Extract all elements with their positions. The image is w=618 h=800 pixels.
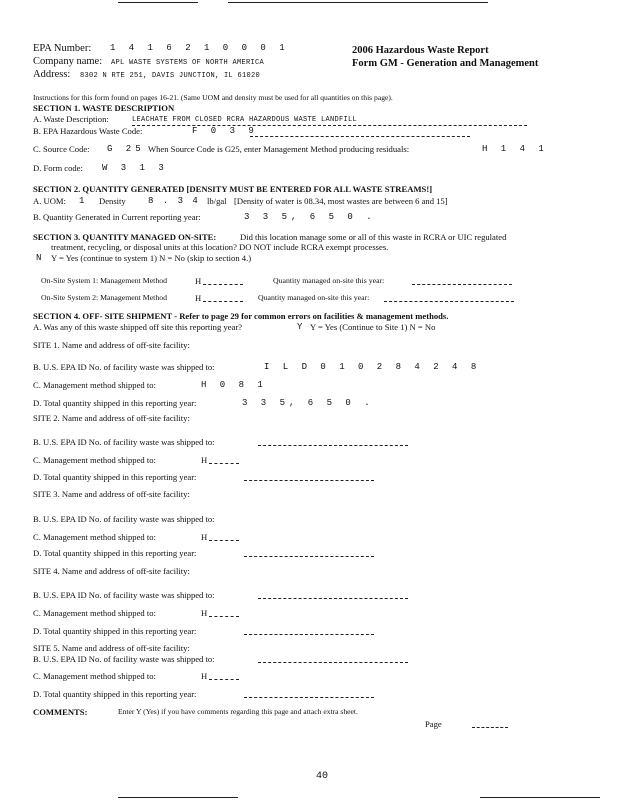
hazardous-waste-code-value: F 0 3 9 — [192, 126, 258, 136]
site2-epa-id-line — [258, 445, 408, 446]
instructions-text: Instructions for this form found on pages 16-21. (Same UOM and density must be used for all quantities on this page). — [33, 93, 393, 102]
section3-title: SECTION 3. QUANTITY MANAGED ON-SITE: — [33, 232, 217, 242]
uom-value: 1 — [79, 196, 89, 206]
site2-method-label: C. Management method shipped to: — [33, 455, 156, 465]
site5-method-line — [209, 679, 239, 680]
onsite-system1-method-line — [203, 284, 243, 285]
site2-qty-line — [244, 480, 374, 481]
section3-answer: N — [36, 253, 46, 263]
uom-label: A. UOM: — [33, 196, 66, 206]
density-note: [Density of water is 08.34, most wastes are between 6 and 15] — [234, 196, 448, 206]
site5-method-label: C. Management method shipped to: — [33, 671, 156, 681]
site2-label: SITE 2. Name and address of off-site facility: — [33, 413, 190, 423]
top-edge-mark — [228, 2, 488, 3]
site3-epa-id-label: B. U.S. EPA ID No. of facility waste was shipped to: — [33, 514, 215, 524]
section3-answer-text: Y = Yes (continue to system 1) N = No (skip to section 4.) — [51, 253, 252, 263]
address-label: Address: — [33, 69, 71, 80]
site3-method-line — [209, 540, 239, 541]
site4-qty-label: D. Total quantity shipped in this reporting year: — [33, 626, 197, 636]
hazardous-waste-code-label: B. EPA Hazardous Waste Code: — [33, 126, 143, 136]
onsite-system1-label: On-Site System 1: Management Method — [41, 276, 168, 285]
source-code-label: C. Source Code: — [33, 144, 90, 154]
site5-epa-id-label: B. U.S. EPA ID No. of facility waste was shipped to: — [33, 654, 215, 664]
site5-method-value: H — [201, 671, 208, 681]
site4-method-line — [209, 616, 239, 617]
onsite-system2-prefix: H — [195, 293, 202, 303]
site1-qty-value: 3 3 5, 6 5 0 . — [242, 398, 374, 408]
site4-epa-id-label: B. U.S. EPA ID No. of facility waste was shipped to: — [33, 590, 215, 600]
residual-method-value: H 1 4 1 — [482, 144, 548, 154]
onsite-system2-qty-line — [384, 301, 514, 302]
offsite-answer: Y — [297, 322, 307, 332]
site1-epa-id-label: B. U.S. EPA ID No. of facility waste was shipped to: — [33, 362, 215, 372]
onsite-system2-qty-label: Quantity managed on-site this year: — [258, 293, 370, 302]
page-of-line — [472, 727, 508, 728]
site5-qty-label: D. Total quantity shipped in this reporting year: — [33, 689, 197, 699]
page-number: 40 — [316, 771, 329, 782]
section4-title: SECTION 4. OFF- SITE SHIPMENT - Refer to page 29 for common errors on facilities & management methods. — [33, 311, 449, 321]
site2-method-value: H — [201, 455, 208, 465]
site3-method-label: C. Management method shipped to: — [33, 532, 156, 542]
section3-question: Did this location manage some or all of this waste in RCRA or UIC regulated — [240, 232, 507, 242]
comments-instruction: Enter Y (Yes) if you have comments regarding this page and attach extra sheet. — [118, 707, 358, 716]
address-value: 8302 N RTE 251, DAVIS JUNCTION, IL 61020 — [80, 72, 261, 80]
site4-qty-line — [244, 634, 374, 635]
density-value: 8 . 3 4 — [148, 196, 200, 206]
company-name-label: Company name: — [33, 56, 103, 67]
onsite-system2-method-line — [203, 301, 243, 302]
site2-method-line — [209, 463, 239, 464]
site2-epa-id-label: B. U.S. EPA ID No. of facility waste was shipped to: — [33, 437, 215, 447]
section2-title: SECTION 2. QUANTITY GENERATED [DENSITY MUST BE ENTERED FOR ALL WASTE STREAMS!] — [33, 184, 433, 194]
offsite-answer-text: Y = Yes (Continue to Site 1) N = No — [310, 322, 436, 332]
hazardous-waste-code-line — [250, 136, 470, 137]
site1-method-value: H 0 8 1 — [201, 380, 267, 390]
section3-question-cont: treatment, recycling, or disposal units at this location? DO NOT include RCRA exempt processes. — [51, 242, 389, 252]
site5-qty-line — [244, 697, 374, 698]
form-code-label: D. Form code: — [33, 163, 83, 173]
page-label: Page — [425, 719, 442, 729]
site4-epa-id-line — [258, 598, 408, 599]
site4-label: SITE 4. Name and address of off-site facility: — [33, 566, 190, 576]
onsite-system2-label: On-Site System 2: Management Method — [41, 293, 168, 302]
source-code-value: G 25 — [107, 144, 145, 154]
comments-label: COMMENTS: — [33, 707, 88, 717]
site1-epa-id-value: I L D 0 1 0 2 8 4 2 4 8 — [264, 362, 481, 372]
site3-label: SITE 3. Name and address of off-site facility: — [33, 489, 190, 499]
quantity-generated-label: B. Quantity Generated in Current reporting year: — [33, 212, 201, 222]
site5-label: SITE 5. Name and address of off-site facility: — [33, 643, 190, 653]
offsite-question: A. Was any of this waste shipped off site this reporting year? — [33, 322, 243, 332]
onsite-system1-prefix: H — [195, 276, 202, 286]
site1-label: SITE 1. Name and address of off-site facility: — [33, 340, 190, 350]
bottom-edge-mark — [118, 797, 238, 798]
site2-qty-label: D. Total quantity shipped in this reporting year: — [33, 472, 197, 482]
onsite-system1-qty-label: Quantity managed on-site this year: — [273, 276, 385, 285]
site5-epa-id-line — [258, 662, 408, 663]
quantity-generated-value: 3 3 5, 6 5 0 . — [244, 212, 376, 222]
top-edge-mark — [118, 2, 198, 3]
site4-method-label: C. Management method shipped to: — [33, 608, 156, 618]
density-unit: lb/gal — [207, 196, 227, 206]
epa-number-label: EPA Number: — [33, 43, 92, 54]
waste-description-label: A. Waste Description: — [33, 114, 109, 124]
onsite-system1-qty-line — [412, 284, 512, 285]
company-name-value: APL WASTE SYSTEMS OF NORTH AMERICA — [111, 59, 265, 67]
epa-number-value: 1 4 1 6 2 1 0 0 0 1 — [110, 43, 289, 53]
bottom-edge-mark — [480, 797, 600, 798]
report-title: 2006 Hazardous Waste Report — [352, 45, 489, 56]
density-label: Density — [99, 196, 126, 206]
site1-method-label: C. Management method shipped to: — [33, 380, 156, 390]
site3-qty-line — [244, 556, 374, 557]
section1-title: SECTION 1. WASTE DESCRIPTION — [33, 103, 175, 113]
site4-method-value: H — [201, 608, 208, 618]
site3-method-value: H — [201, 532, 208, 542]
form-title: Form GM - Generation and Management — [352, 58, 539, 69]
form-code-value: W 3 1 3 — [102, 163, 168, 173]
waste-description-value: LEACHATE FROM CLOSED RCRA HAZARDOUS WASTE LANDFILL — [132, 116, 358, 124]
site3-qty-label: D. Total quantity shipped in this reporting year: — [33, 548, 197, 558]
source-code-instruction: When Source Code is G25, enter Management Method producing residuals: — [148, 144, 410, 154]
site1-qty-label: D. Total quantity shipped in this reporting year: — [33, 398, 197, 408]
